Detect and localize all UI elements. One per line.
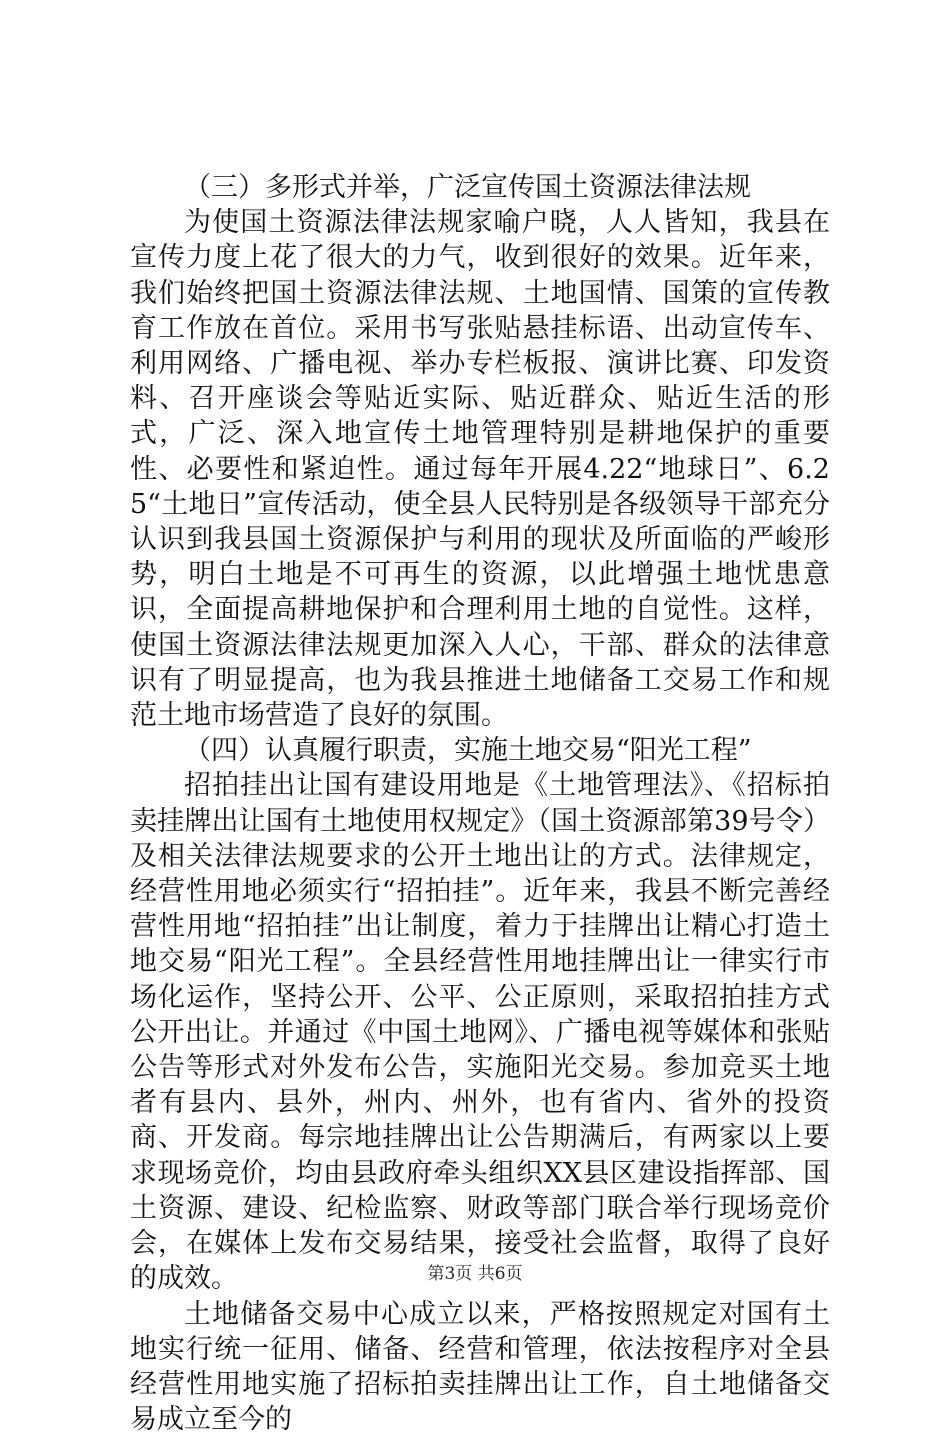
section-heading-3: （三）多形式并举，广泛宣传国土资源法律法规 (130, 170, 830, 205)
section-4-paragraph-2: 土地储备交易中心成立以来，严格按照规定对国有土地实行统一征用、储备、经营和管理，依法按程序对全县经营性用地实施了招标拍卖挂牌出让工作，自土地储备交易成立至今的 (130, 1297, 830, 1437)
section-3-paragraph-1: 为使国土资源法律法规家喻户晓，人人皆知，我县在宣传力度上花了很大的力气，收到很好的效果。近年来，我们始终把国土资源法律法规、土地国情、国策的宣传教育工作放在首位。采用书写张贴悬挂标语、出动宣传车、利用网络、广播电视、举办专栏板报、演讲比赛、印发资料、召开座谈会等贴近实际、贴近群众、贴近生活的形式，广泛、深入地宣传土地管理特别是耕地保护的重要性、必要性和紧迫性。通过每年开展4.22“地球日”、6.25“土地日”宣传活动，使全县人民特别是各级领导干部充分认识到我县国土资源保护与利用的现状及所面临的严峻形势，明白土地是不可再生的资源，以此增强土地忧患意识，全面提高耕地保护和合理利用土地的自觉性。这样，使国土资源法律法规更加深入人心，干部、群众的法律意识有了明显提高，也为我县推进土地储备工交易工作和规范土地市场营造了良好的氛围。 (130, 205, 830, 733)
section-4-paragraph-1: 招拍挂出让国有建设用地是《土地管理法》、《招标拍卖挂牌出让国有土地使用权规定》（国土资源部第39号令）及相关法律法规要求的公开土地出让的方式。法律规定，经营性用地必须实行“招拍挂”。近年来，我县不断完善经营性用地“招拍挂”出让制度，着力于挂牌出让精心打造土地交易“阳光工程”。全县经营性用地挂牌出让一律实行市场化运作，坚持公开、公平、公正原则，采取招拍挂方式公开出让。并通过《中国土地网》、广播电视等媒体和张贴公告等形式对外发布公告，实施阳光交易。参加竞买土地者有县内、县外，州内、州外，也有省内、省外的投资商、开发商。每宗地挂牌出让公告期满后，有两家以上要求现场竞价，均由县政府牵头组织XX县区建设指挥部、国土资源、建设、纪检监察、财政等部门联合举行现场竞价会，在媒体上发布交易结果，接受社会监督，取得了良好的成效。 (130, 768, 830, 1296)
document-body (130, 170, 830, 1437)
page-footer (0, 1263, 950, 1285)
page-number-indicator: 第3页 共6页 (427, 1264, 522, 1284)
section-heading-4: （四）认真履行职责，实施土地交易“阳光工程” (130, 733, 830, 768)
